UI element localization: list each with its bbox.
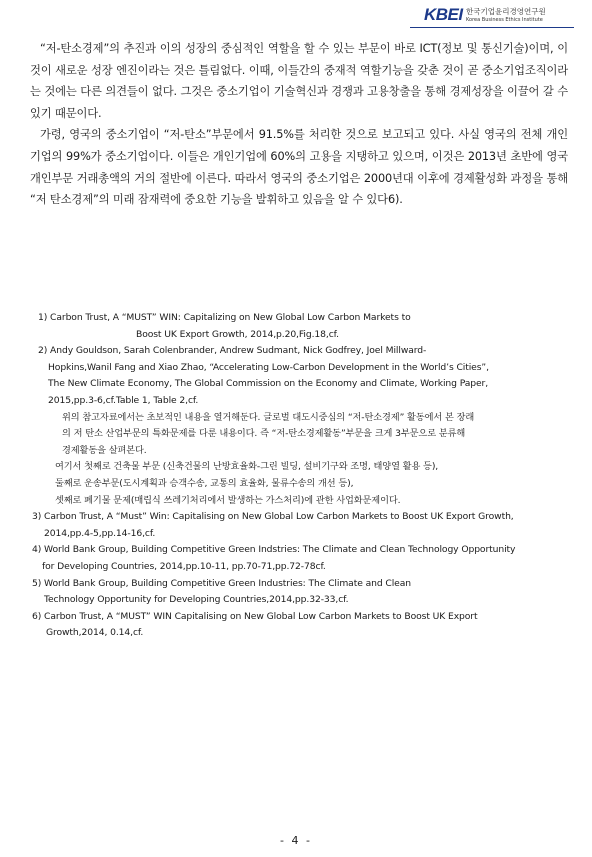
footnote-line: Technology Opportunity for Developing Countries,2014,pp.32-33,cf. — [44, 594, 349, 606]
paragraph-2: 가령, 영국의 중소기업이 “저-탄소”부문에서 91.5%를 처리한 것으로 보고되고 있다. 사실 영국의 전체 개인기업의 99%가 중소기업이다. 이들은 개인기업에 60%의 고용을 지탱하고 있으며, 이것은 2013년 초반에 영국 개인부문 거래총액의 거의 절반에 이른다. 따라서 영국의 중소기업은 2000년대 이후에 경제활성화 과정을 통해 “저 탄소경제”의 미래 잠재력에 중요한 기능을 발휘하고 있음을 알 수 있다6). — [30, 128, 568, 207]
footnote-line: 6) Carbon Trust, A “MUST” WIN Capitalising on New Global Low Carbon Markets to Boost UK Export — [32, 610, 478, 622]
page-number: - 4 - — [280, 834, 312, 847]
footnote-5 — [30, 576, 570, 609]
footnote-line: 위의 참고자료에서는 초보적인 내용을 열거해둔다. 글로벌 대도시중심의 “저-탄소경제” 활동에서 본 장래 — [62, 411, 475, 423]
footnote-line: 경제활동을 살펴본다. — [62, 444, 147, 456]
footnote-line: 5) World Bank Group, Building Competitive Green Industries: The Climate and Clean — [32, 577, 411, 589]
footnote-2 — [30, 343, 570, 409]
footnotes — [30, 310, 570, 642]
paragraph-1: “저-탄소경제”의 추진과 이의 성장의 중심적인 역할을 할 수 있는 부문이 바로 ICT(정보 및 통신기술)이며, 이것이 새로운 성장 엔진이라는 것은 틀림없다. 이때, 이들간의 중재적 역할기능을 갖춘 것이 곧 중소기업조직이라는 것에는 다른 의견들이 없다. 그것은 중소기업이 기술혁신과 경쟁과 고용창출을 통해 경제성장을 이끌어 갈 수 있기 때문이다. — [30, 42, 568, 120]
kbei-logo: KBEI — [424, 5, 463, 24]
org-name — [466, 7, 574, 25]
footnote-line: 1) Carbon Trust, A “MUST” WIN: Capitalizing on New Global Low Carbon Markets to — [38, 312, 411, 323]
footnote-line: 2015,pp.3-6,cf.Table 1, Table 2,cf. — [48, 394, 199, 406]
footnote-line: The New Climate Economy, The Global Commission on the Economy and Climate, Working Paper, — [48, 378, 489, 390]
footnote-line: 둘째로 운송부문(도시계획과 승객수송, 교통의 효율화, 물류수송의 개선 등), — [55, 477, 354, 489]
org-name-korean: 한국기업윤리경영연구원 — [466, 7, 546, 16]
footnote-6 — [30, 609, 570, 642]
footnote-line: 셋째로 폐기물 문제(매립식 쓰레기처리에서 발생하는 가스처리)에 관한 사업화문제이다. — [55, 494, 401, 506]
footnote-line: Growth,2014, 0.14,cf. — [46, 627, 144, 639]
footnote-line: 의 저 탄소 산업부문의 특화문제를 다룬 내용이다. 즉 “저-탄소경제활동”부문을 크게 3부문으로 분류해 — [62, 428, 466, 440]
footnote-line: 2) Andy Gouldson, Sarah Colenbrander, Andrew Sudmant, Nick Godfrey, Joel Millward- — [38, 345, 427, 357]
footnote-2-items — [30, 459, 570, 509]
footnote-line: 여기서 첫째로 건축물 부문 (신축건물의 난방효율화-그린 빌딩, 설비기구와 조명, 태양열 활용 등), — [55, 461, 439, 473]
footnote-line: Hopkins,Wanil Fang and Xiao Zhao, “Accelerating Low-Carbon Development in the World’s Cities”, — [48, 361, 489, 373]
page-header — [424, 4, 574, 28]
footnote-line: for Developing Countries, 2014,pp.10-11, pp.70-71,pp.72-78cf. — [42, 560, 326, 572]
footnote-line: 2014,pp.4-5,pp.14-16,cf. — [44, 527, 156, 539]
footnote-4 — [30, 542, 570, 575]
footnote-2-comment — [30, 410, 570, 460]
org-name-english: Korea Business Ethics Institute — [466, 17, 543, 23]
footnote-3 — [30, 509, 570, 542]
footnote-line: 4) World Bank Group, Building Competitive Green Indstries: The Climate and Clean Technology Opportunity — [32, 544, 516, 556]
body-text — [30, 38, 568, 211]
header-divider — [410, 27, 574, 28]
footnote-1 — [30, 310, 570, 343]
footnote-line: 3) Carbon Trust, A “Must” Win: Capitalising on New Global Low Carbon Markets to Boost UK Export Growth, — [32, 511, 514, 523]
footnote-line: Boost UK Export Growth, 2014,p.20,Fig.18,cf. — [136, 328, 339, 340]
